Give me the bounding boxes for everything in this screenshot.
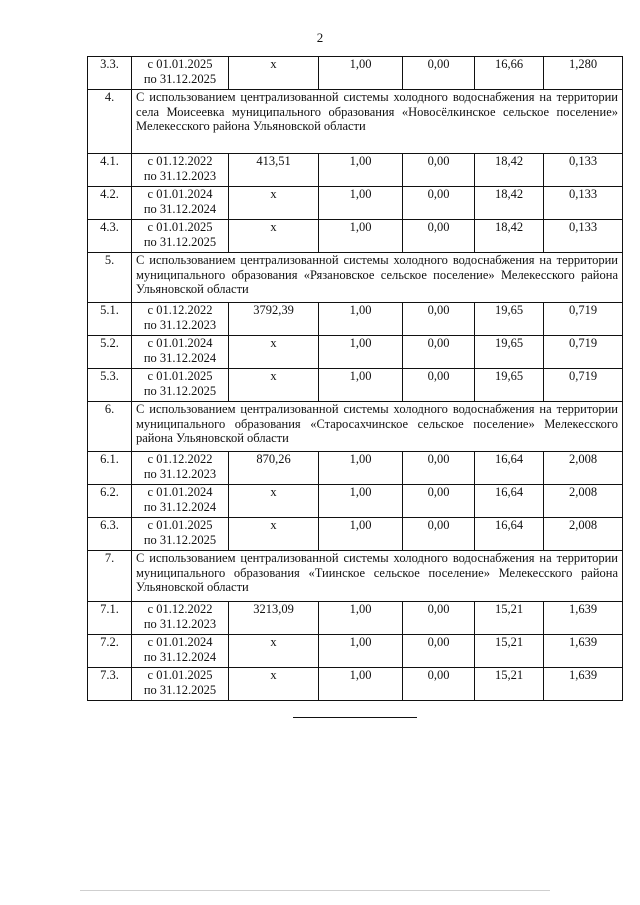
coef-1-cell: 1,00 xyxy=(319,602,403,635)
period-to: по 31.12.2025 xyxy=(143,532,217,547)
coef-1-cell: 1,00 xyxy=(319,369,403,402)
row-number: 4.1. xyxy=(88,154,132,187)
coef-2-cell: 0,00 xyxy=(403,602,475,635)
period-cell xyxy=(132,303,229,336)
period-from: с 01.01.2025 xyxy=(147,668,213,682)
coef-1-cell: 1,00 xyxy=(319,57,403,90)
row-number: 7.2. xyxy=(88,635,132,668)
coef-3-cell: 19,65 xyxy=(475,369,544,402)
period-to: по 31.12.2025 xyxy=(143,234,217,249)
coef-1-cell: 1,00 xyxy=(319,154,403,187)
table-row xyxy=(88,187,623,220)
period-cell xyxy=(132,602,229,635)
coef-3-cell: 16,64 xyxy=(475,452,544,485)
row-number: 7.1. xyxy=(88,602,132,635)
period-from: с 01.01.2025 xyxy=(147,518,213,532)
section-row xyxy=(88,402,623,452)
period-cell xyxy=(132,635,229,668)
coef-2-cell: 0,00 xyxy=(403,336,475,369)
coef-3-cell: 16,64 xyxy=(475,518,544,551)
base-value-cell: 870,26 xyxy=(229,452,319,485)
period-cell xyxy=(132,220,229,253)
period-from: с 01.12.2022 xyxy=(147,303,213,317)
row-number: 7.3. xyxy=(88,668,132,701)
row-number: 4.2. xyxy=(88,187,132,220)
coef-2-cell: 0,00 xyxy=(403,668,475,701)
table-row xyxy=(88,452,623,485)
coef-1-cell: 1,00 xyxy=(319,187,403,220)
coef-2-cell: 0,00 xyxy=(403,369,475,402)
period-from: с 01.01.2024 xyxy=(147,187,213,201)
base-value-cell: х xyxy=(229,635,319,668)
period-to: по 31.12.2023 xyxy=(143,616,217,631)
coef-4-cell: 2,008 xyxy=(544,485,623,518)
coef-3-cell: 16,64 xyxy=(475,485,544,518)
table-row xyxy=(88,369,623,402)
period-cell xyxy=(132,154,229,187)
coef-4-cell: 0,719 xyxy=(544,336,623,369)
coef-1-cell: 1,00 xyxy=(319,220,403,253)
period-from: с 01.01.2024 xyxy=(147,485,213,499)
coef-4-cell: 0,719 xyxy=(544,369,623,402)
section-row xyxy=(88,253,623,303)
coef-4-cell: 0,133 xyxy=(544,220,623,253)
row-number: 3.3. xyxy=(88,57,132,90)
period-to: по 31.12.2023 xyxy=(143,466,217,481)
period-to: по 31.12.2024 xyxy=(143,499,217,514)
period-from: с 01.01.2024 xyxy=(147,635,213,649)
section-description: С использованием централизованной системы холодного водоснабжения на территории муниципального образования «Тиинское сельское поселение» Мелекесского района Ульяновской области xyxy=(132,551,623,602)
base-value-cell: 413,51 xyxy=(229,154,319,187)
coef-1-cell: 1,00 xyxy=(319,518,403,551)
coef-4-cell: 2,008 xyxy=(544,518,623,551)
coef-1-cell: 1,00 xyxy=(319,452,403,485)
section-description: С использованием централизованной системы холодного водоснабжения на территории муниципального образования «Старосахчинское сельское поселение» Мелекесского района Ульяновской области xyxy=(132,402,623,452)
section-number: 7. xyxy=(88,551,132,602)
coef-1-cell: 1,00 xyxy=(319,485,403,518)
page-bottom-edge xyxy=(80,890,550,891)
row-number: 4.3. xyxy=(88,220,132,253)
coef-2-cell: 0,00 xyxy=(403,452,475,485)
period-cell xyxy=(132,668,229,701)
coef-4-cell: 0,133 xyxy=(544,154,623,187)
table-row xyxy=(88,485,623,518)
period-to: по 31.12.2025 xyxy=(143,682,217,697)
coef-2-cell: 0,00 xyxy=(403,187,475,220)
coef-1-cell: 1,00 xyxy=(319,635,403,668)
row-number: 5.2. xyxy=(88,336,132,369)
coef-4-cell: 2,008 xyxy=(544,452,623,485)
coef-4-cell: 1,280 xyxy=(544,57,623,90)
period-cell xyxy=(132,336,229,369)
coef-4-cell: 1,639 xyxy=(544,602,623,635)
base-value-cell: х xyxy=(229,369,319,402)
table-row xyxy=(88,602,623,635)
coef-2-cell: 0,00 xyxy=(403,303,475,336)
period-from: с 01.01.2025 xyxy=(147,220,213,234)
base-value-cell: х xyxy=(229,57,319,90)
period-cell xyxy=(132,369,229,402)
coef-3-cell: 19,65 xyxy=(475,336,544,369)
end-of-table-rule xyxy=(293,717,417,718)
period-to: по 31.12.2024 xyxy=(143,350,217,365)
base-value-cell: х xyxy=(229,187,319,220)
section-number: 4. xyxy=(88,90,132,154)
coef-4-cell: 0,133 xyxy=(544,187,623,220)
table-row xyxy=(88,57,623,90)
coef-3-cell: 15,21 xyxy=(475,668,544,701)
coef-3-cell: 18,42 xyxy=(475,220,544,253)
coef-3-cell: 16,66 xyxy=(475,57,544,90)
base-value-cell: 3792,39 xyxy=(229,303,319,336)
table-row xyxy=(88,154,623,187)
coef-2-cell: 0,00 xyxy=(403,518,475,551)
section-row xyxy=(88,551,623,602)
coef-3-cell: 19,65 xyxy=(475,303,544,336)
coef-1-cell: 1,00 xyxy=(319,303,403,336)
period-from: с 01.12.2022 xyxy=(147,154,213,168)
coef-1-cell: 1,00 xyxy=(319,668,403,701)
page-number: 2 xyxy=(316,30,324,45)
base-value-cell: 3213,09 xyxy=(229,602,319,635)
coef-2-cell: 0,00 xyxy=(403,485,475,518)
base-value-cell: х xyxy=(229,518,319,551)
row-number: 6.1. xyxy=(88,452,132,485)
period-cell xyxy=(132,452,229,485)
period-from: с 01.12.2022 xyxy=(147,602,213,616)
coef-3-cell: 18,42 xyxy=(475,187,544,220)
coef-2-cell: 0,00 xyxy=(403,635,475,668)
base-value-cell: х xyxy=(229,336,319,369)
row-number: 6.2. xyxy=(88,485,132,518)
period-cell xyxy=(132,187,229,220)
table-row xyxy=(88,518,623,551)
period-cell xyxy=(132,57,229,90)
period-to: по 31.12.2025 xyxy=(143,383,217,398)
section-number: 6. xyxy=(88,402,132,452)
period-from: с 01.01.2024 xyxy=(147,336,213,350)
coef-1-cell: 1,00 xyxy=(319,336,403,369)
coef-4-cell: 1,639 xyxy=(544,668,623,701)
row-number: 6.3. xyxy=(88,518,132,551)
table-row xyxy=(88,635,623,668)
period-from: с 01.01.2025 xyxy=(147,369,213,383)
coef-4-cell: 0,719 xyxy=(544,303,623,336)
coef-2-cell: 0,00 xyxy=(403,57,475,90)
coef-2-cell: 0,00 xyxy=(403,154,475,187)
coef-3-cell: 15,21 xyxy=(475,635,544,668)
base-value-cell: х xyxy=(229,485,319,518)
table-row xyxy=(88,220,623,253)
period-cell xyxy=(132,518,229,551)
coef-4-cell: 1,639 xyxy=(544,635,623,668)
base-value-cell: х xyxy=(229,668,319,701)
period-to: по 31.12.2023 xyxy=(143,168,217,183)
period-from: с 01.12.2022 xyxy=(147,452,213,466)
period-cell xyxy=(132,485,229,518)
section-description: С использованием централизованной системы холодного водоснабжения на территории села Моисеевка муниципального образования «Новосёлкинское сельское поселение» Мелекесского района Ульяновской области xyxy=(132,90,623,154)
period-to: по 31.12.2025 xyxy=(143,71,217,86)
table-row xyxy=(88,336,623,369)
period-to: по 31.12.2024 xyxy=(143,201,217,216)
section-number: 5. xyxy=(88,253,132,303)
table-row xyxy=(88,303,623,336)
period-to: по 31.12.2023 xyxy=(143,317,217,332)
coef-2-cell: 0,00 xyxy=(403,220,475,253)
coef-3-cell: 18,42 xyxy=(475,154,544,187)
table-row xyxy=(88,668,623,701)
period-from: с 01.01.2025 xyxy=(147,57,213,71)
tariff-table xyxy=(87,56,623,701)
row-number: 5.3. xyxy=(88,369,132,402)
period-to: по 31.12.2024 xyxy=(143,649,217,664)
section-row xyxy=(88,90,623,154)
coef-3-cell: 15,21 xyxy=(475,602,544,635)
section-description: С использованием централизованной системы холодного водоснабжения на территории муниципального образования «Рязановское сельское поселение» Мелекесского района Ульяновской области xyxy=(132,253,623,303)
row-number: 5.1. xyxy=(88,303,132,336)
base-value-cell: х xyxy=(229,220,319,253)
